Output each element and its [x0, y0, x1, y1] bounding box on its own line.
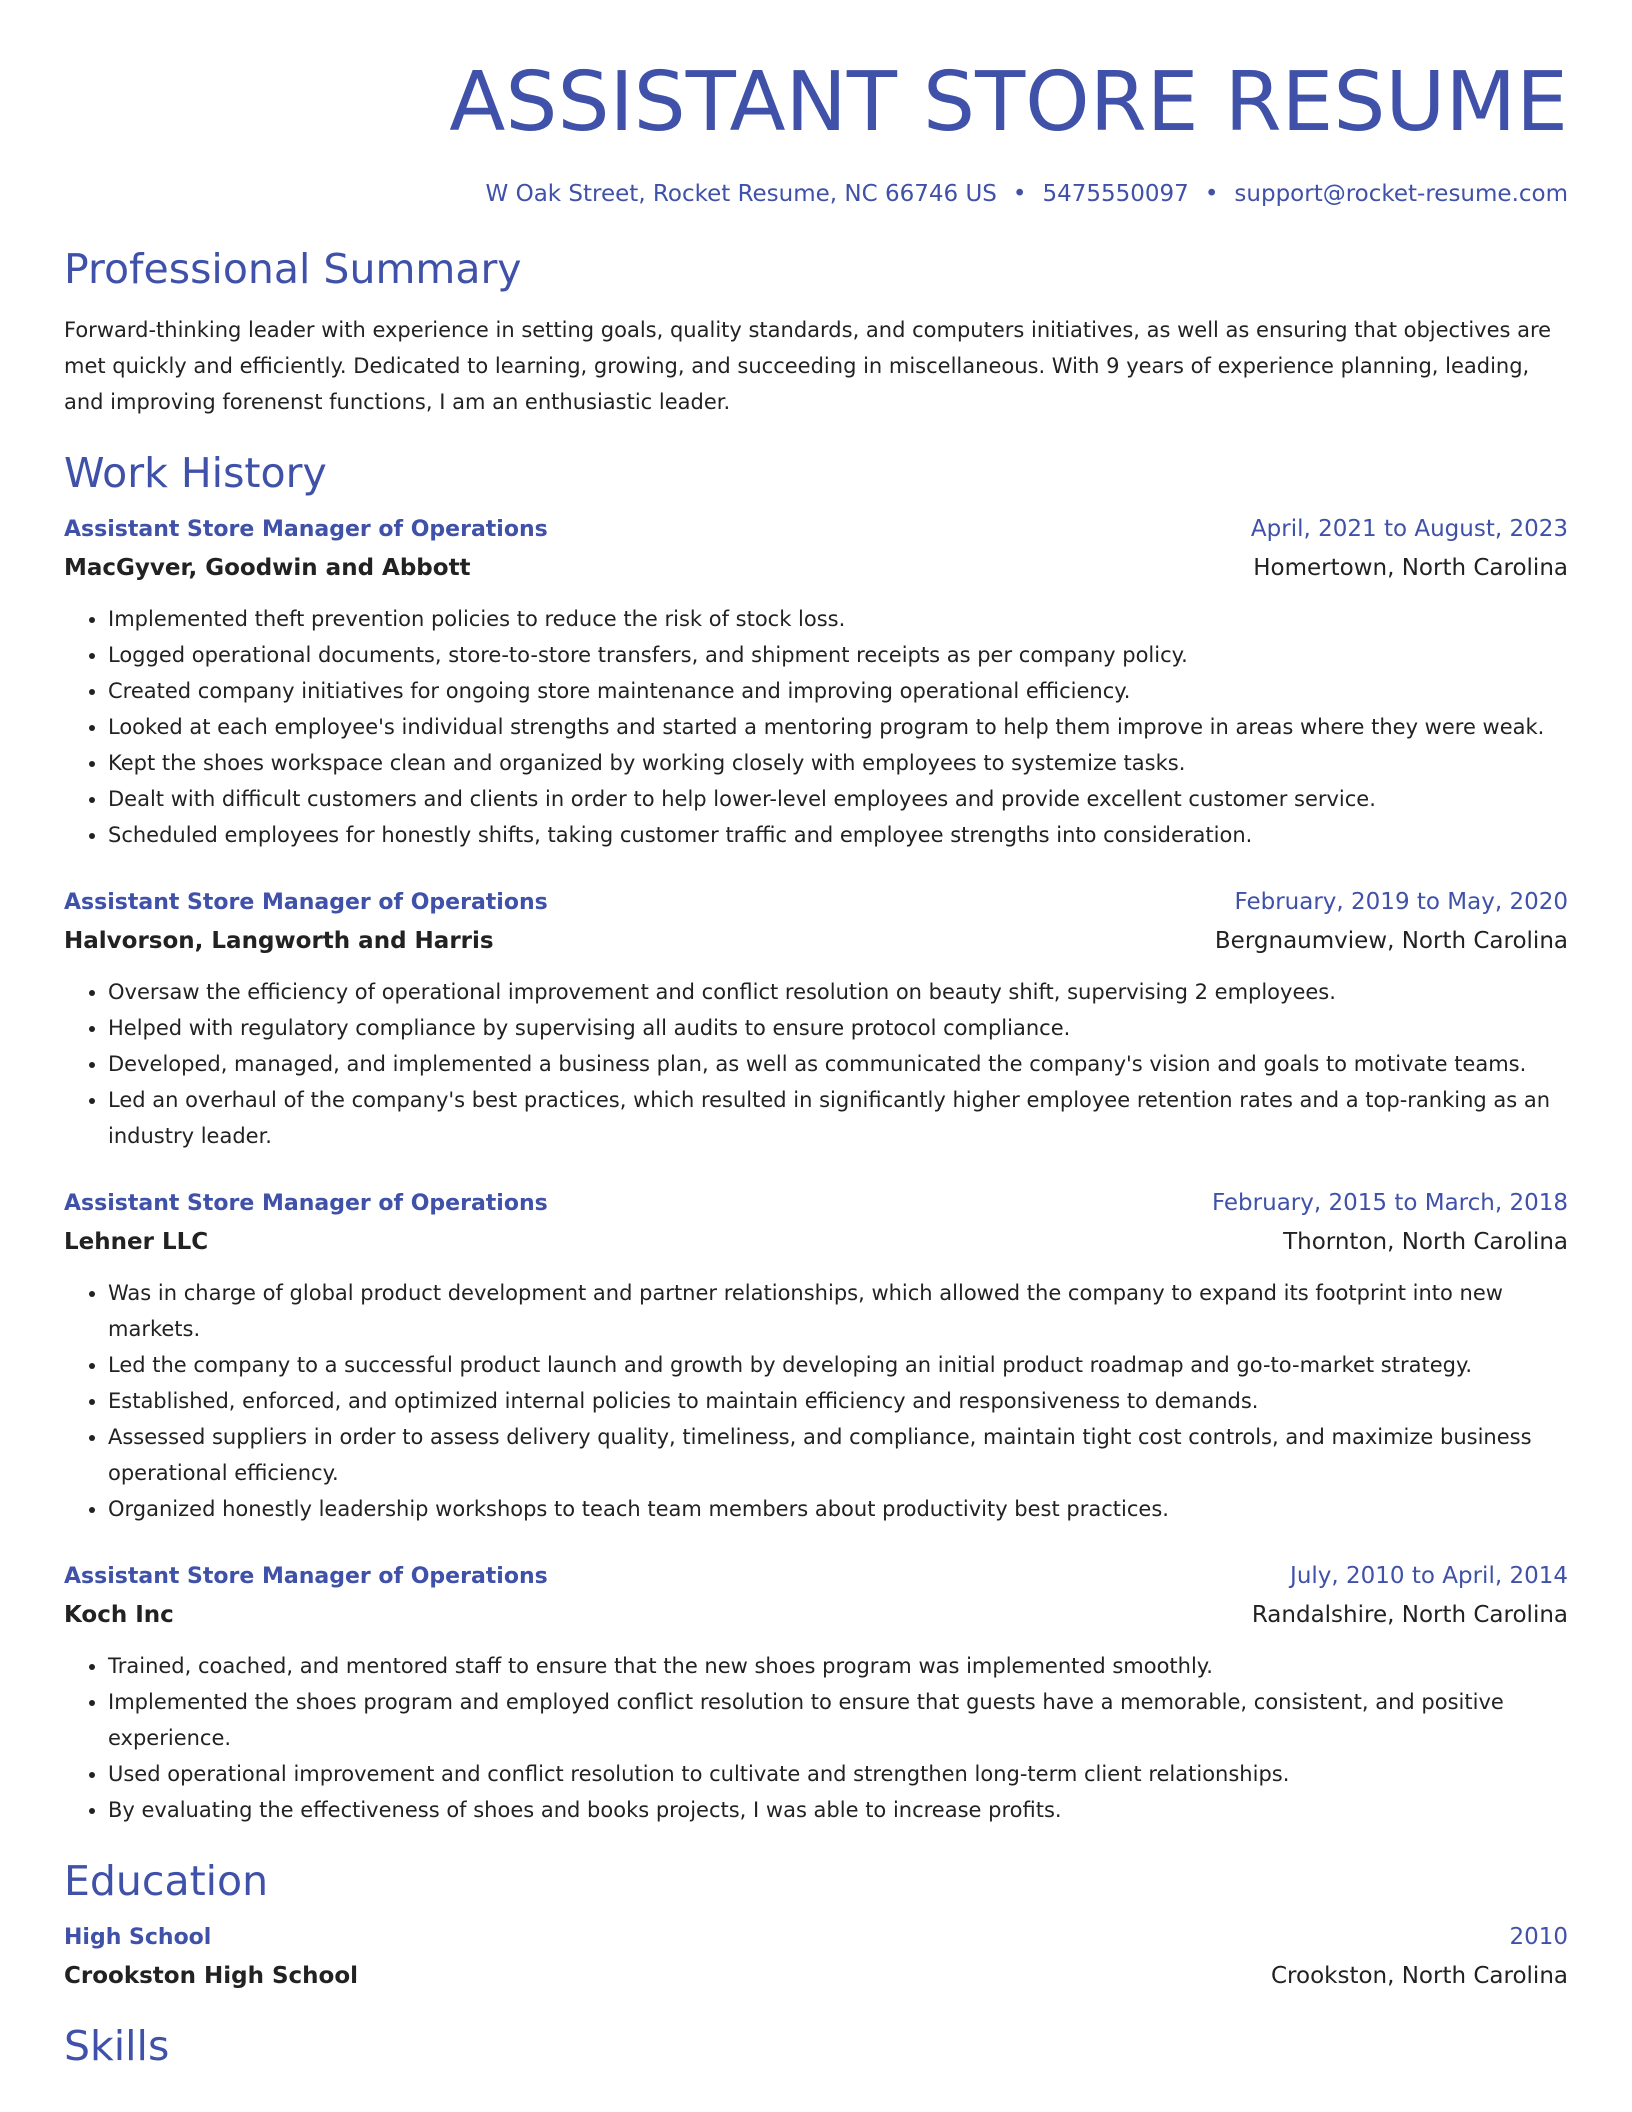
job-company: Koch Inc — [64, 1602, 174, 1628]
job-bullet: • Implemented the shoes program and employed conflict resolution to ensure that guests have a memorable, consistent, and positive experience. — [108, 1684, 1568, 1756]
job-company: MacGyver, Goodwin and Abbott — [64, 555, 471, 581]
job-bullets — [64, 1275, 1568, 1527]
job-bullets — [64, 974, 1568, 1154]
resume-name: ASSISTANT STORE RESUME — [449, 55, 1568, 150]
job-title: Assistant Store Manager of Operations — [64, 1564, 548, 1589]
job-bullet: • Scheduled employees for honestly shifts, taking customer traffic and employee strengths into consideration. — [108, 817, 1568, 853]
education-school: Crookston High School — [64, 1963, 359, 1989]
job-company: Lehner LLC — [64, 1229, 209, 1255]
job-bullet: • Developed, managed, and implemented a business plan, as well as communicated the company's vision and goals to motivate teams. — [108, 1046, 1568, 1082]
contact-email[interactable]: support@rocket-resume.com — [1234, 181, 1568, 207]
job-dates: February, 2015 to March, 2018 — [1211, 1190, 1568, 1216]
job-bullet: • Used operational improvement and conflict resolution to cultivate and strengthen long-term client relationships. — [108, 1756, 1568, 1792]
contact-address: W Oak Street, Rocket Resume, NC 66746 US — [485, 181, 997, 207]
job-bullet: • Oversaw the efficiency of operational improvement and conflict resolution on beauty shift, supervising 2 employees. — [108, 974, 1568, 1010]
summary-heading: Professional Summary — [64, 245, 522, 293]
job-bullet: • Helped with regulatory compliance by supervising all audits to ensure protocol compliance. — [108, 1010, 1568, 1046]
contact-separator: • — [1204, 181, 1219, 207]
education-location: Crookston, North Carolina — [1270, 1963, 1568, 1989]
job-bullets — [64, 1648, 1568, 1828]
job-company: Halvorson, Langworth and Harris — [64, 928, 494, 954]
job-bullet: • By evaluating the effectiveness of shoes and books projects, I was able to increase profits. — [108, 1792, 1568, 1828]
job-bullet: • Trained, coached, and mentored staff to ensure that the new shoes program was implemented smoothly. — [108, 1648, 1568, 1684]
work-history-heading: Work History — [64, 449, 327, 497]
job-bullet: • Looked at each employee's individual strengths and started a mentoring program to help them improve in areas where they were weak. — [108, 709, 1568, 745]
job-dates: April, 2021 to August, 2023 — [1250, 516, 1568, 542]
job-location: Randalshire, North Carolina — [1251, 1602, 1568, 1628]
job-entry — [64, 1184, 1568, 1527]
job-bullet: • Kept the shoes workspace clean and organized by working closely with employees to systemize tasks. — [108, 745, 1568, 781]
job-bullet: • Logged operational documents, store-to-store transfers, and shipment receipts as per company policy. — [108, 637, 1568, 673]
job-bullet: • Led the company to a successful product launch and growth by developing an initial product roadmap and go-to-market strategy. — [108, 1347, 1568, 1383]
job-bullets — [64, 601, 1568, 853]
job-bullet: • Was in charge of global product development and partner relationships, which allowed the company to expand its footprint into new markets. — [108, 1275, 1568, 1347]
education-year: 2010 — [1509, 1924, 1568, 1950]
skills-heading: Skills — [64, 2022, 170, 2070]
job-bullet: • Established, enforced, and optimized internal policies to maintain efficiency and responsiveness to demands. — [108, 1383, 1568, 1419]
contact-separator: • — [1012, 181, 1027, 207]
job-bullet: • Created company initiatives for ongoing store maintenance and improving operational efficiency. — [108, 673, 1568, 709]
job-location: Homertown, North Carolina — [1253, 555, 1568, 581]
job-entry — [64, 883, 1568, 1154]
job-entry — [64, 510, 1568, 853]
contact-phone: 5475550097 — [1042, 181, 1189, 207]
job-dates: February, 2019 to May, 2020 — [1234, 889, 1568, 915]
contact-line — [64, 178, 1568, 210]
job-title: Assistant Store Manager of Operations — [64, 1191, 548, 1216]
job-title: Assistant Store Manager of Operations — [64, 890, 548, 915]
resume-header — [64, 0, 1568, 210]
job-bullet: • Led an overhaul of the company's best practices, which resulted in significantly higher employee retention rates and a top-ranking as an industry leader. — [108, 1082, 1568, 1154]
job-location: Bergnaumview, North Carolina — [1214, 928, 1568, 954]
job-title: Assistant Store Manager of Operations — [64, 517, 548, 542]
job-bullet: • Implemented theft prevention policies to reduce the risk of stock loss. — [108, 601, 1568, 637]
summary-text: Forward-thinking leader with experience in setting goals, quality standards, and computers initiatives, as well as ensuring that objectives are met quickly and efficiently. Dedicated to learning, growing, and succeeding in miscellaneous. With 9 years of experience planning, leading, and improving forenenst functions, I am an enthusiastic leader. — [64, 318, 1552, 414]
job-bullet: • Dealt with difficult customers and clients in order to help lower-level employees and provide excellent customer service. — [108, 781, 1568, 817]
education-entry — [64, 1918, 1568, 1995]
job-entry — [64, 1557, 1568, 1828]
education-heading: Education — [64, 1857, 269, 1905]
job-location: Thornton, North Carolina — [1283, 1229, 1568, 1255]
job-bullet: • Assessed suppliers in order to assess delivery quality, timeliness, and compliance, maintain tight cost controls, and maximize business operational efficiency. — [108, 1419, 1568, 1491]
job-dates: July, 2010 to April, 2014 — [1290, 1563, 1568, 1589]
job-bullet: • Organized honestly leadership workshops to teach team members about productivity best practices. — [108, 1491, 1568, 1527]
education-degree: High School — [64, 1925, 212, 1950]
